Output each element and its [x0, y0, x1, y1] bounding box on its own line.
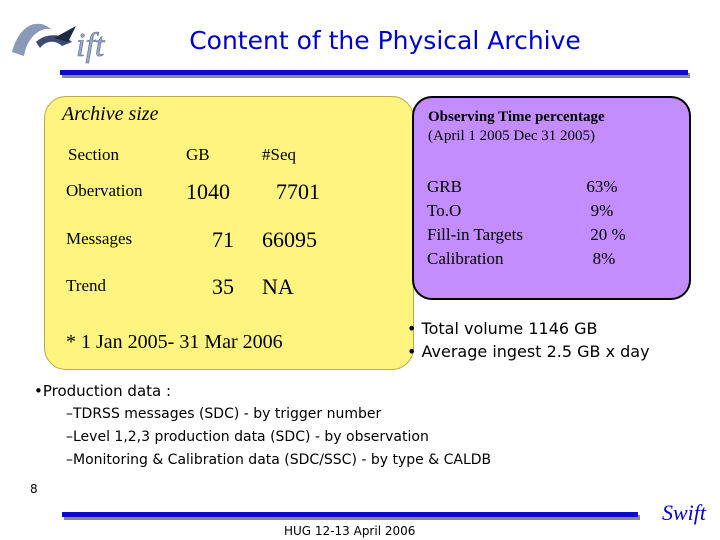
- row-section: Messages: [66, 229, 133, 248]
- obs-item-pct: 63%: [586, 177, 618, 196]
- footer-divider: [62, 512, 638, 517]
- row-gb: 71: [212, 227, 234, 252]
- page-number: 8: [30, 482, 38, 496]
- row-gb: 1040: [186, 179, 230, 204]
- row-section: Trend: [66, 276, 106, 295]
- average-ingest: • Average ingest 2.5 GB x day: [407, 342, 650, 361]
- production-item: –TDRSS messages (SDC) - by trigger number: [66, 406, 382, 422]
- row-section: Obervation: [66, 181, 143, 200]
- obs-item-label: Fill-in Targets: [427, 225, 523, 244]
- observing-time-title: Observing Time percentage (April 1 2005 Dec 31 2005): [428, 109, 605, 144]
- svg-text:ift: ift: [76, 27, 105, 64]
- footer-event-text: HUG 12-13 April 2006: [284, 524, 416, 538]
- production-item: –Level 1,2,3 production data (SDC) - by observation: [66, 429, 429, 445]
- obs-item-pct: 9%: [590, 201, 614, 220]
- row-seq: 66095: [262, 227, 317, 252]
- archive-footnote: * 1 Jan 2005- 31 Mar 2006: [66, 331, 283, 353]
- obs-item-pct: 8%: [592, 249, 616, 268]
- page-title: Content of the Physical Archive: [189, 26, 581, 55]
- obs-item-label: Calibration: [427, 249, 504, 268]
- production-item: –Monitoring & Calibration data (SDC/SSC) - by type & CALDB: [66, 452, 492, 468]
- column-header-seq: #Seq: [262, 145, 296, 164]
- column-header-gb: GB: [186, 145, 210, 164]
- production-heading: •Production data :: [34, 382, 172, 400]
- obs-item-label: GRB: [427, 177, 462, 196]
- title-divider: [60, 70, 688, 75]
- column-header-section: Section: [68, 145, 119, 164]
- total-volume: • Total volume 1146 GB: [407, 319, 598, 338]
- row-seq: 7701: [276, 179, 320, 204]
- swift-logo: [6, 12, 134, 68]
- row-seq: NA: [262, 274, 294, 299]
- totals-list: [407, 317, 650, 363]
- obs-item-label: To.O: [427, 201, 462, 220]
- footer-brand-logo: Swift: [662, 500, 707, 525]
- obs-item-pct: 20 %: [590, 225, 626, 244]
- row-gb: 35: [212, 274, 234, 299]
- archive-size-heading: Archive size: [62, 103, 159, 125]
